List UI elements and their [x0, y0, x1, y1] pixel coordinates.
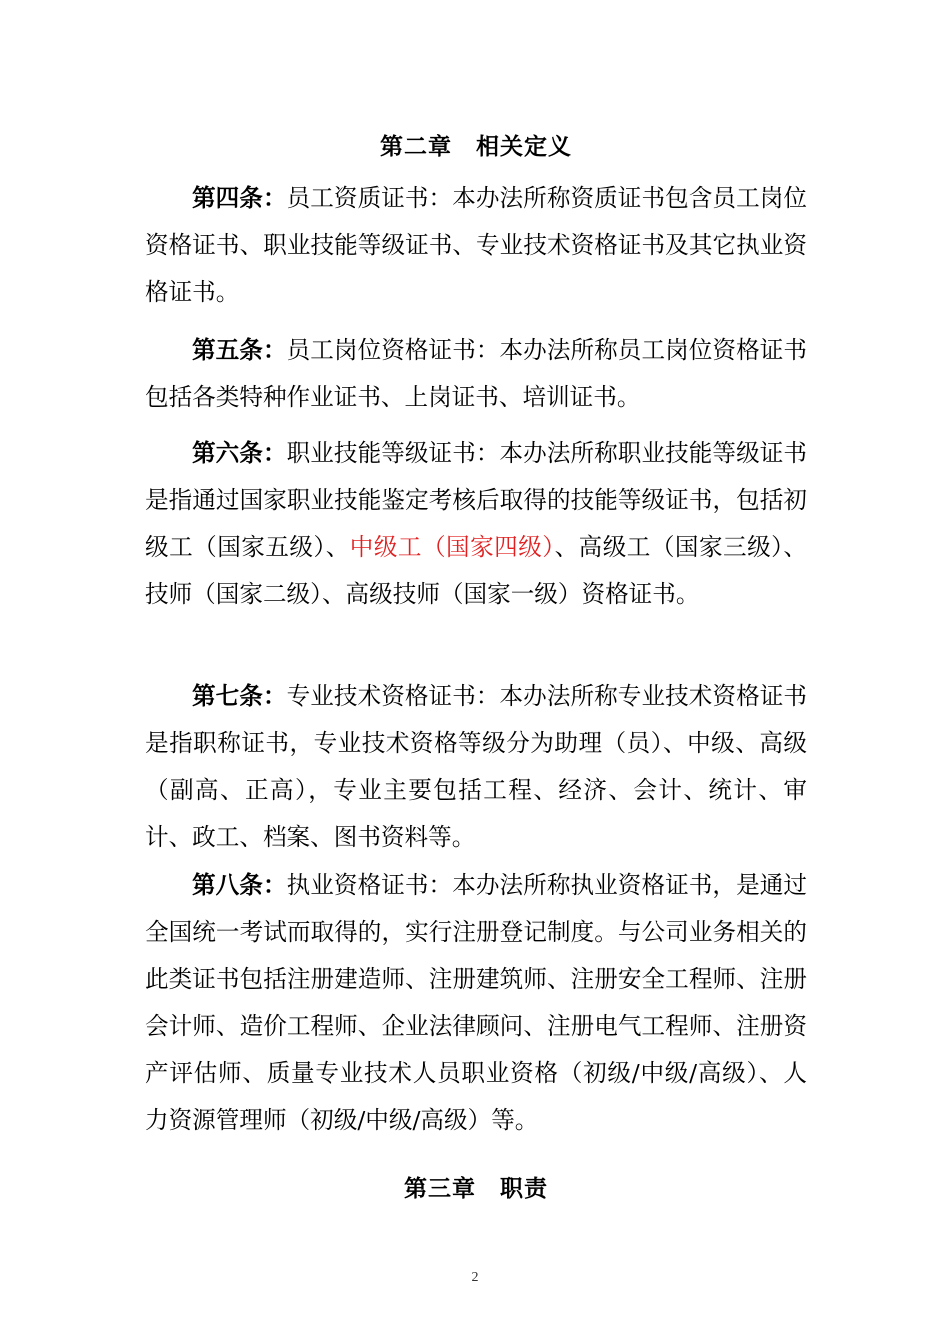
- article-6: [145, 430, 807, 618]
- chapter-heading-3: [145, 1170, 807, 1203]
- chapter-number: 第二章: [380, 133, 452, 160]
- article-label: 第六条：: [192, 439, 287, 467]
- article-8: [145, 862, 807, 1144]
- chapter-title: 相关定义: [476, 133, 572, 160]
- article-text: 专业技术资格证书：本办法所称专业技术资格证书是指职称证书，专业技术资格等级分为助理（员）、中级、高级（副高、正高），专业主要包括工程、经济、会计、统计、审计、政工、档案、图书资料等。: [145, 682, 807, 851]
- article-7: [145, 673, 807, 861]
- article-text: 执业资格证书：本办法所称执业资格证书，是通过全国统一考试而取得的，实行注册登记制度。与公司业务相关的此类证书包括注册建造师、注册建筑师、注册安全工程师、注册会计师、造价工程师、企业法律顾问、注册电气工程师、注册资产评估师、质量专业技术人员职业资格（初级/中级/高级）、人力资源管理师（初级/中级/高级）等。: [145, 871, 807, 1134]
- article-label: 第八条：: [192, 871, 287, 899]
- page-number: 2: [471, 1270, 479, 1285]
- article-4: [145, 175, 807, 316]
- chapter-number: 第三章: [404, 1175, 476, 1202]
- chapter-heading-2: [145, 128, 807, 161]
- article-text-before: 职业技能等级证书：本办法所称职业技能等级证书是指通过国家职业技能鉴定考核后取得的技能等级证书，包括初级工（国家五级）、: [145, 439, 807, 561]
- article-label: 第七条：: [192, 682, 287, 710]
- article-text: 员工资质证书：本办法所称资质证书包含员工岗位资格证书、职业技能等级证书、专业技术资格证书及其它执业资格证书。: [145, 184, 807, 306]
- article-text: 员工岗位资格证书：本办法所称员工岗位资格证书包括各类特种作业证书、上岗证书、培训证书。: [145, 336, 807, 411]
- highlighted-text: 中级工（国家四级）: [349, 533, 555, 561]
- article-text-after: 、高级工（国家三级）、技师（国家二级）、高级技师（国家一级）资格证书。: [145, 533, 807, 608]
- article-label: 第四条：: [192, 184, 287, 212]
- chapter-title: 职责: [500, 1175, 548, 1202]
- article-5: [145, 327, 807, 421]
- article-label: 第五条：: [192, 336, 287, 364]
